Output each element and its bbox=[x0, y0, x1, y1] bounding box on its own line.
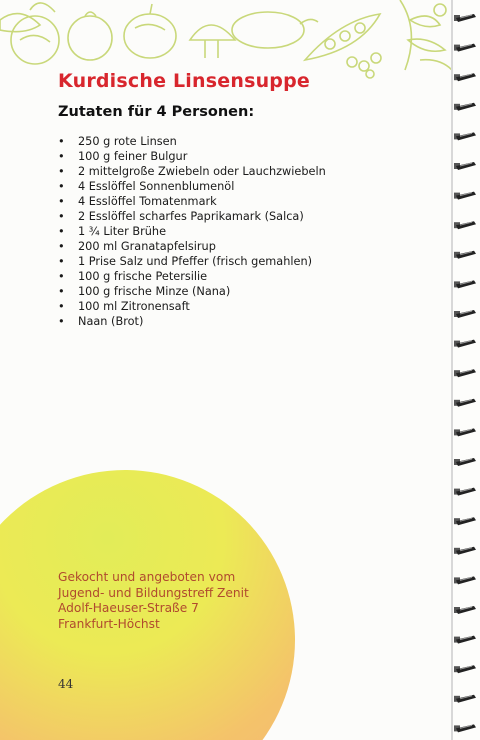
ingredient-text: 250 g rote Linsen bbox=[78, 135, 177, 148]
bullet-icon: • bbox=[58, 225, 65, 238]
credit-line: Jugend- und Bildungstreff Zenit bbox=[58, 585, 249, 600]
spiral-binding-icon bbox=[452, 0, 480, 740]
spiral-loop bbox=[454, 44, 476, 52]
bullet-icon: • bbox=[58, 180, 65, 193]
ingredient-text: 2 Esslöffel scharfes Paprikamark (Salca) bbox=[78, 210, 304, 223]
credit-line: Frankfurt-Höchst bbox=[58, 616, 160, 631]
spiral-loop bbox=[454, 162, 476, 170]
spiral-loop bbox=[454, 458, 476, 466]
page-number: 44 bbox=[58, 677, 74, 691]
ingredient-item bbox=[58, 284, 326, 299]
bullet-icon: • bbox=[58, 195, 65, 208]
ingredient-item bbox=[58, 209, 326, 224]
ingredient-text: Naan (Brot) bbox=[78, 315, 144, 328]
servings-heading: Zutaten für 4 Personen: bbox=[58, 104, 255, 120]
ingredient-item bbox=[58, 314, 326, 329]
bullet-icon: • bbox=[58, 315, 65, 328]
spiral-loop bbox=[454, 517, 476, 525]
ingredient-item bbox=[58, 299, 326, 314]
ingredient-text: 4 Esslöffel Sonnenblumenöl bbox=[78, 180, 235, 193]
ingredient-text: 4 Esslöffel Tomatenmark bbox=[78, 195, 217, 208]
bullet-icon: • bbox=[58, 300, 65, 313]
ingredient-text: 1 ¾ Liter Brühe bbox=[78, 225, 167, 238]
ingredient-item bbox=[58, 239, 326, 254]
bullet-icon: • bbox=[58, 150, 65, 163]
spiral-loop bbox=[454, 14, 476, 22]
bullet-icon: • bbox=[58, 285, 65, 298]
bullet-icon: • bbox=[58, 270, 65, 283]
spiral-loop bbox=[454, 192, 476, 200]
ingredient-item bbox=[58, 149, 326, 164]
bullet-icon: • bbox=[58, 255, 65, 268]
ingredient-item bbox=[58, 254, 326, 269]
spiral-loop bbox=[454, 221, 476, 229]
ingredient-text: 2 mittelgroße Zwiebeln oder Lauchzwiebeln bbox=[78, 165, 326, 178]
credit-block bbox=[58, 570, 249, 632]
spiral-loop bbox=[454, 636, 476, 644]
spiral-loop bbox=[454, 695, 476, 703]
spiral-loop bbox=[454, 73, 476, 81]
spiral-loop bbox=[454, 547, 476, 555]
ingredient-item bbox=[58, 164, 326, 179]
spiral-loop bbox=[454, 251, 476, 259]
ingredient-item bbox=[58, 194, 326, 209]
spiral-loop bbox=[454, 665, 476, 673]
recipe-title: Kurdische Linsensuppe bbox=[58, 70, 310, 92]
spiral-loop bbox=[454, 310, 476, 318]
spiral-loop bbox=[454, 369, 476, 377]
ingredient-item bbox=[58, 134, 326, 149]
spiral-loop bbox=[454, 132, 476, 140]
bullet-icon: • bbox=[58, 240, 65, 253]
bullet-icon: • bbox=[58, 135, 65, 148]
ingredient-text: 1 Prise Salz und Pfeffer (frisch gemahlen) bbox=[78, 255, 313, 268]
ingredient-item bbox=[58, 224, 326, 239]
spiral-loop bbox=[454, 280, 476, 288]
ingredient-text: 200 ml Granatapfelsirup bbox=[78, 240, 216, 253]
spiral-loop bbox=[454, 340, 476, 348]
ingredient-text: 100 g feiner Bulgur bbox=[78, 150, 188, 163]
spiral-loop bbox=[454, 576, 476, 584]
spiral-loop bbox=[454, 724, 476, 732]
spiral-loop bbox=[454, 399, 476, 407]
ingredient-item bbox=[58, 269, 326, 284]
bullet-icon: • bbox=[58, 210, 65, 223]
ingredient-text: 100 g frische Petersilie bbox=[78, 270, 208, 283]
credit-line: Gekocht und angeboten vom bbox=[58, 570, 236, 584]
ingredient-list bbox=[58, 134, 326, 329]
bullet-icon: • bbox=[58, 165, 65, 178]
spiral-loop bbox=[454, 428, 476, 436]
ingredient-item bbox=[58, 179, 326, 194]
spiral-loop bbox=[454, 606, 476, 614]
ingredient-text: 100 ml Zitronensaft bbox=[78, 300, 190, 313]
spiral-loop bbox=[454, 488, 476, 496]
spiral-loop bbox=[454, 103, 476, 111]
credit-line: Adolf-Haeuser-Straße 7 bbox=[58, 601, 199, 615]
ingredient-text: 100 g frische Minze (Nana) bbox=[78, 285, 231, 298]
